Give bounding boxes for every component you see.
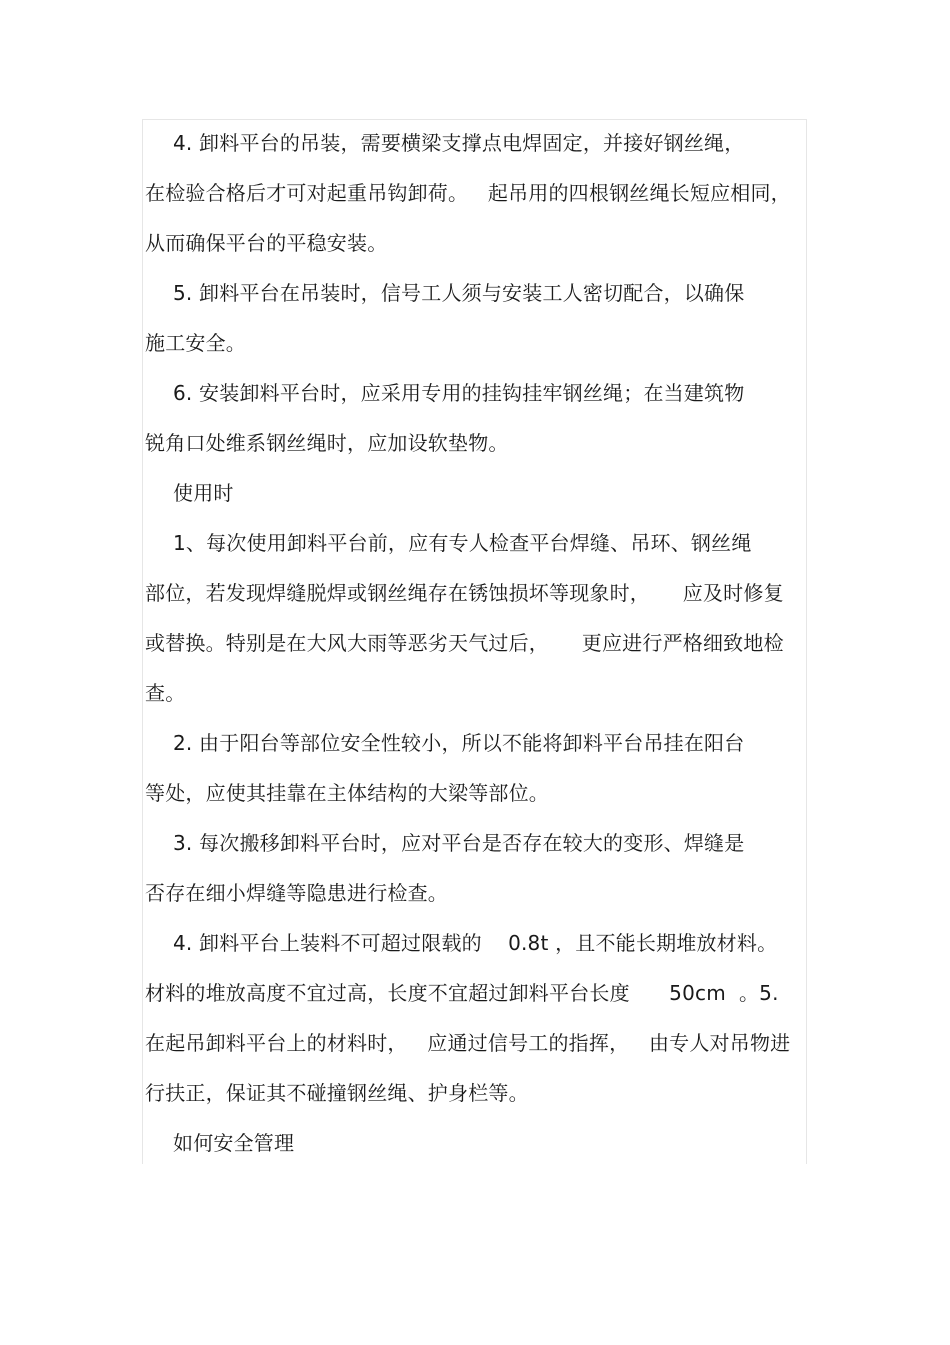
paragraph-6-line-2: 锐角口处维系钢丝绳时，应加设软垫物。 (145, 431, 509, 455)
usage-item-1-line-2: 部位，若发现焊缝脱焊或钢丝绳存在锈蚀损坏等现象时， 应及时修复 (145, 581, 784, 605)
section-heading-safety-management: 如何安全管理 (173, 1131, 295, 1155)
usage-item-3-line-1: 3. 每次搬移卸料平台时，应对平台是否存在较大的变形、焊缝是 (173, 831, 745, 855)
paragraph-5-line-1: 5. 卸料平台在吊装时，信号工人须与安装工人密切配合，以确保 (173, 281, 745, 305)
paragraph-6-line-1: 6. 安装卸料平台时，应采用专用的挂钩挂牢钢丝绳；在当建筑物 (173, 381, 745, 405)
paragraph-4-line-1: 4. 卸料平台的吊装，需要横梁支撑点电焊固定，并接好钢丝绳， (173, 131, 745, 155)
usage-item-5-line-2: 行扶正，保证其不碰撞钢丝绳、护身栏等。 (145, 1081, 529, 1105)
paragraph-4-line-2: 在检验合格后才可对起重吊钩卸荷。 起吊用的四根钢丝绳长短应相同， (145, 181, 791, 205)
usage-item-5-line-1: 在起吊卸料平台上的材料时， 应通过信号工的指挥， 由专人对吊物进 (145, 1031, 791, 1055)
usage-item-1-line-1: 1、每次使用卸料平台前，应有专人检查平台焊缝、吊环、钢丝绳 (173, 531, 752, 555)
usage-item-1-line-3: 或替换。特别是在大风大雨等恶劣天气过后， 更应进行严格细致地检 (145, 631, 784, 655)
paragraph-4-line-3: 从而确保平台的平稳安装。 (145, 231, 388, 255)
usage-item-2-line-1: 2. 由于阳台等部位安全性较小，所以不能将卸料平台吊挂在阳台 (173, 731, 745, 755)
section-heading-usage: 使用时 (173, 481, 234, 505)
usage-item-2-line-2: 等处，应使其挂靠在主体结构的大梁等部位。 (145, 781, 549, 805)
usage-item-4-line-2: 材料的堆放高度不宜过高，长度不宜超过卸料平台长度 50cm 。5. (145, 981, 779, 1005)
usage-item-3-line-2: 否存在细小焊缝等隐患进行检查。 (145, 881, 448, 905)
usage-item-1-line-4: 查。 (145, 681, 186, 705)
paragraph-5-line-2: 施工安全。 (145, 331, 246, 355)
usage-item-4-line-1: 4. 卸料平台上装料不可超过限载的 0.8t ，且不能长期堆放材料。 (173, 931, 778, 955)
